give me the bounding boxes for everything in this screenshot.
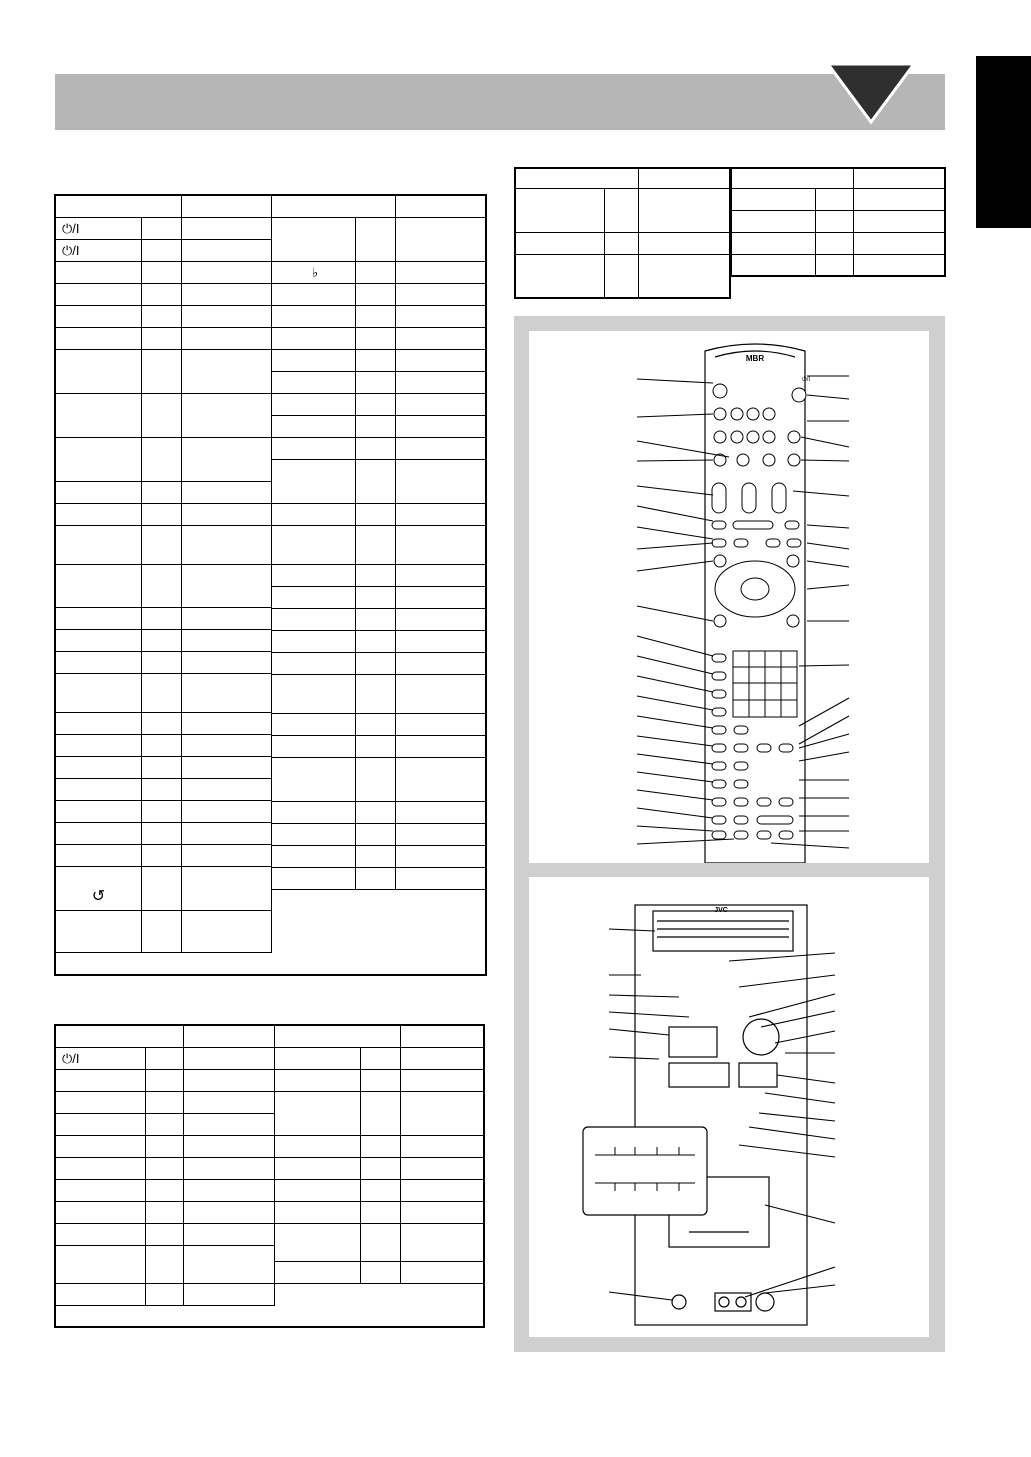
power-label: ⏻/I <box>56 240 142 262</box>
unit-logo: JVC <box>714 907 728 914</box>
remote-table-right <box>271 195 487 890</box>
unit-table-right <box>274 1025 485 1284</box>
remote-table-left <box>55 195 272 953</box>
repeat-icon: ↺ <box>56 867 142 911</box>
down-arrow-icon <box>822 62 948 132</box>
unit-table-left <box>55 1025 275 1306</box>
power-label: ⏻/I <box>56 218 142 240</box>
top-right-table-right <box>731 168 946 277</box>
language-tab <box>976 56 1031 228</box>
remote-logo: MBR <box>745 354 765 363</box>
section-header-bar <box>55 74 945 130</box>
main-unit-illustration <box>529 877 929 1337</box>
svg-text:⏻/I: ⏻/I <box>802 377 811 383</box>
remote-control-illustration <box>529 331 929 863</box>
inset-zoom-box <box>583 1127 707 1215</box>
top-right-table-left <box>515 168 731 298</box>
power-label: ⏻/I <box>56 1048 146 1070</box>
flat-label: ♭ <box>272 262 356 284</box>
